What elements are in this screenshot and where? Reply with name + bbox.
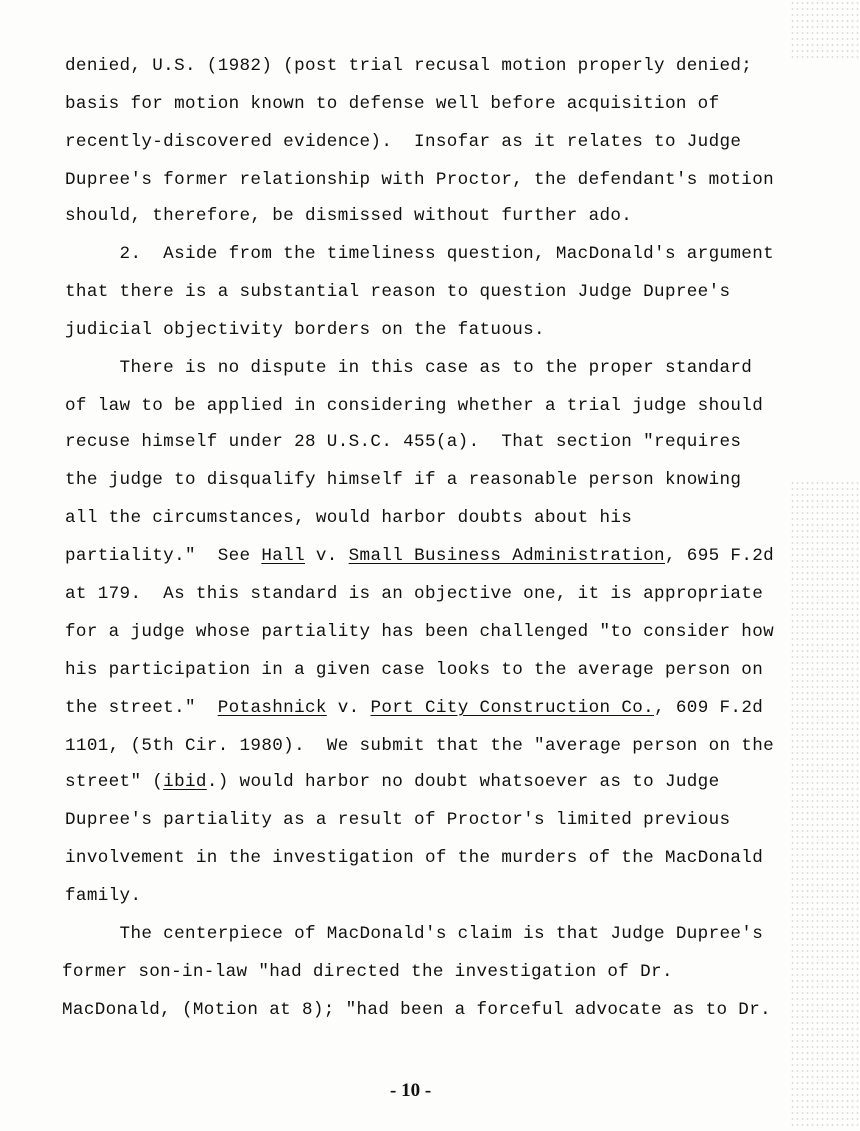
text-line — [65, 546, 774, 566]
text-segment: v. — [304, 546, 349, 566]
text-line — [65, 206, 632, 226]
text-segment: The centerpiece of MacDonald's claim is that Judge Dupree's — [65, 924, 764, 944]
text-line — [65, 924, 763, 944]
text-line — [62, 1000, 771, 1020]
text-line — [65, 736, 774, 756]
text-segment: should, therefore, be dismissed without further ado. — [65, 206, 633, 226]
text-line — [65, 622, 774, 642]
text-line — [65, 660, 763, 680]
text-segment: for a judge whose partiality has been challenged "to consider how — [65, 622, 775, 642]
case-citation: Port City Construction Co. — [370, 698, 655, 718]
text-segment: former son-in-law "had directed the investigation of Dr. — [62, 962, 673, 982]
text-line — [65, 358, 752, 378]
case-citation: Potashnick — [217, 698, 327, 718]
text-segment: MacDonald, (Motion at 8); "had been a forceful advocate as to Dr. — [62, 1000, 772, 1020]
text-segment: , 695 F.2d — [664, 546, 775, 566]
case-citation: Small Business Administration — [348, 546, 665, 566]
text-line — [62, 962, 673, 982]
text-line — [65, 886, 141, 906]
text-segment: 2. Aside from the timeliness question, MacDonald's argument — [65, 244, 775, 264]
text-segment: partiality." See — [65, 546, 262, 566]
scan-noise — [790, 480, 860, 1130]
text-segment: There is no dispute in this case as to the proper standard — [65, 358, 753, 378]
text-segment: involvement in the investigation of the murders of the MacDonald — [65, 848, 764, 868]
text-segment: of law to be applied in considering whether a trial judge should — [65, 396, 764, 416]
text-segment: , 609 F.2d — [654, 698, 764, 718]
case-citation: Hall — [261, 546, 305, 566]
text-segment: his participation in a given case looks to the average person on — [65, 660, 764, 680]
scan-noise — [790, 0, 860, 60]
text-segment: 1101, (5th Cir. 1980). We submit that the "average person on the — [65, 736, 775, 756]
text-line — [65, 170, 774, 190]
text-line — [65, 508, 632, 528]
text-line — [65, 584, 763, 604]
text-line — [65, 282, 730, 302]
page-number: - 10 - — [390, 1080, 432, 1101]
text-segment: Dupree's partiality as a result of Proctor's limited previous — [65, 810, 731, 830]
text-segment: denied, U.S. (1982) (post trial recusal motion properly denied; — [65, 56, 753, 76]
text-segment: recuse himself under 28 U.S.C. 455(a). That section "requires — [65, 432, 742, 452]
text-segment: recently-discovered evidence). Insofar as it relates to Judge — [65, 132, 742, 152]
text-line — [65, 94, 719, 114]
text-segment: basis for motion known to defense well before acquisition of — [65, 94, 720, 114]
text-line — [65, 470, 741, 490]
text-segment: judicial objectivity borders on the fatuous. — [65, 320, 545, 340]
text-segment: the judge to disqualify himself if a reasonable person knowing — [65, 470, 742, 490]
text-line — [65, 772, 720, 792]
text-segment: family. — [65, 886, 142, 906]
text-line — [65, 56, 752, 76]
case-citation: ibid — [163, 772, 207, 792]
text-segment: Dupree's former relationship with Proctor, the defendant's motion — [65, 170, 775, 190]
text-line — [65, 432, 741, 452]
text-segment: street" ( — [65, 772, 164, 792]
text-segment: at 179. As this standard is an objective one, it is appropriate — [65, 584, 764, 604]
text-segment: all the circumstances, would harbor doubts about his — [65, 508, 633, 528]
text-line — [65, 848, 763, 868]
text-segment: .) would harbor no doubt whatsoever as to Judge — [206, 772, 720, 792]
text-line — [65, 244, 774, 264]
text-line — [65, 320, 545, 340]
text-line — [65, 396, 763, 416]
text-segment: the street." — [65, 698, 218, 718]
text-segment: v. — [326, 698, 371, 718]
text-line — [65, 698, 763, 718]
text-line — [65, 132, 741, 152]
text-segment: that there is a substantial reason to question Judge Dupree's — [65, 282, 731, 302]
text-line — [65, 810, 730, 830]
